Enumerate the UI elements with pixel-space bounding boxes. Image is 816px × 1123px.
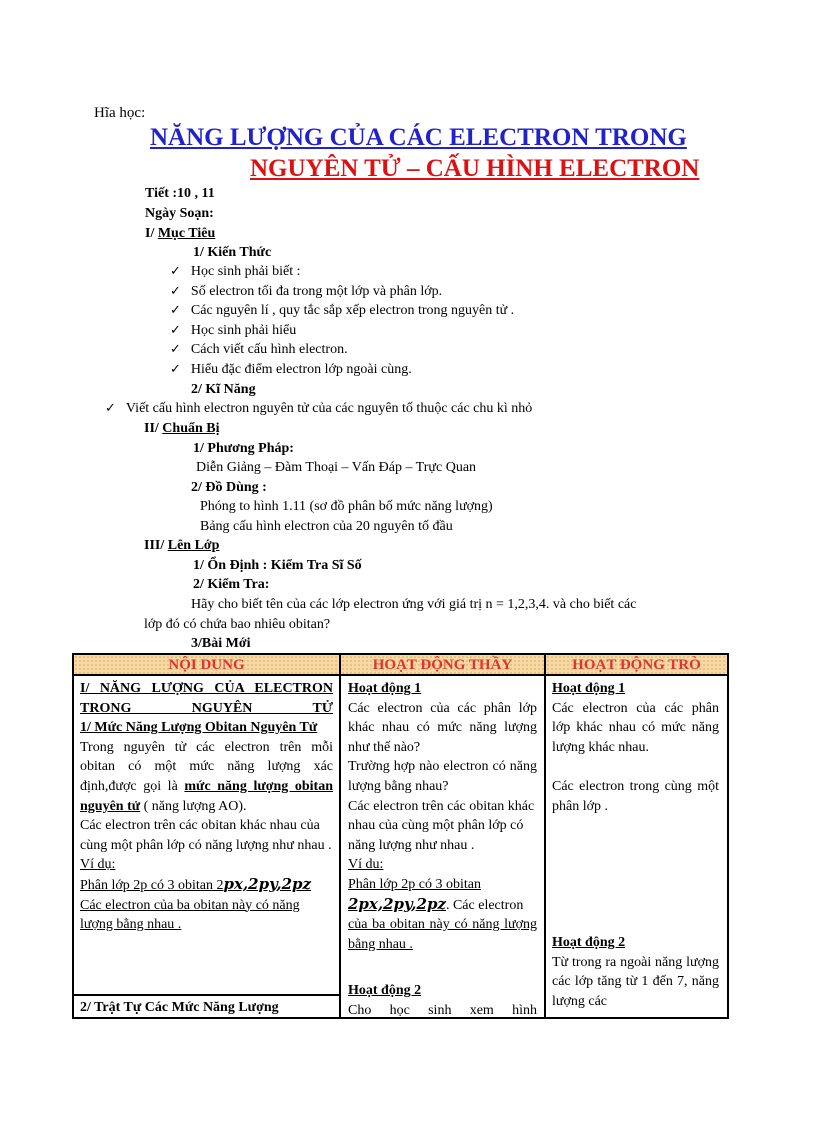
column-noi-dung	[74, 655, 341, 1017]
orbital-formula: px,2py,2pz	[223, 874, 312, 893]
kien-thuc-item	[170, 303, 514, 319]
question-1: Các electron của các phân lớp khác nhau có mức năng lượng như thế nào?	[348, 700, 537, 755]
item-text: Viết cấu hình electron nguyên tử của các nguyên tố thuộc các chu kì nhỏ	[125, 401, 533, 416]
kien-thuc-title: 1/ Kiến Thức	[193, 245, 272, 260]
sub-heading-2: 2/ Trật Tự Các Mức Năng Lượng	[80, 1000, 279, 1015]
example-text: Phân lớp 2p có 3 obitan 2	[80, 877, 224, 893]
kien-thuc-item	[170, 362, 412, 378]
answer-1: Các electron trên các obitan khác nhau của cùng một phân lớp có năng lượng như nhau .	[348, 798, 535, 853]
spacer	[552, 757, 719, 777]
answer-1: Các electron của các phân lớp khác nhau có mức năng lượng khác nhau.	[552, 700, 719, 755]
ki-nang-title: 2/ Kĩ Năng	[191, 382, 256, 397]
noi-dung-cell	[80, 679, 333, 935]
column-hoat-dong-tro	[546, 655, 727, 1017]
checkmark-icon: ✓	[170, 284, 181, 299]
activity-1-title: Hoạt động 1	[552, 681, 626, 696]
activity-2-block	[348, 981, 537, 1020]
phuong-phap-text: Diễn Giảng – Đàm Thoại – Vấn Đáp – Trực Quan	[196, 460, 477, 475]
activity-1-title: Hoạt động 1	[348, 681, 422, 696]
activity-2-block	[552, 933, 719, 1011]
lesson-period: Tiết :10 , 11	[145, 186, 215, 201]
row-divider	[74, 994, 339, 996]
kien-thuc-item	[170, 264, 301, 280]
p1-text: Trong nguyên tử các electron trên mỗi obitan có một mức năng lượng xác định,được gọi là	[80, 739, 333, 794]
section-3-number: III/	[144, 538, 165, 553]
section-1-number: I/	[145, 226, 155, 241]
question-2: Trường hợp nào electron có năng lượng bằng nhau?	[348, 759, 537, 794]
do-dung-line-1: Phóng to hình 1.11 (sơ đồ phân bố mức năng lượng)	[200, 499, 493, 514]
hoat-dong-thay-cell	[348, 679, 537, 954]
section-2-title: Chuẩn Bị	[162, 421, 220, 436]
answer-3: Từ trong ra ngoài năng lượng các lớp tăng từ 1 đến 7, năng lượng các	[552, 954, 719, 1009]
item-text: Cách viết cấu hình electron.	[190, 342, 348, 357]
p1-suffix: ( năng lượng AO).	[140, 798, 247, 814]
example-label: Ví dụ:	[80, 857, 116, 873]
header-noi-dung: NỘI DUNG	[74, 655, 339, 676]
bai-moi: 3/Bài Mới	[191, 636, 251, 651]
example-line-1	[80, 875, 333, 896]
kien-thuc-item	[170, 342, 348, 358]
checkmark-icon: ✓	[170, 323, 181, 338]
kiem-tra-line-2: lớp đó có chứa bao nhiêu obitan?	[144, 617, 331, 632]
title-line-1: NĂNG LƯỢNG CỦA CÁC ELECTRON TRONG	[150, 124, 687, 151]
checkmark-icon: ✓	[170, 303, 181, 318]
column-hoat-dong-thay	[341, 655, 546, 1017]
item-text: Học sinh phải biết :	[190, 264, 301, 279]
example-label: Ví du:	[348, 857, 384, 873]
checkmark-icon: ✓	[105, 401, 116, 416]
section-1-title: Mục Tiêu	[157, 226, 216, 241]
section-2-heading	[144, 421, 220, 437]
checkmark-icon: ✓	[170, 264, 181, 279]
checkmark-icon: ✓	[170, 342, 181, 357]
sub-heading-1: 1/ Mức Năng Lượng Obitan Nguyên Tử	[80, 720, 318, 736]
kien-thuc-item	[170, 284, 442, 300]
answer-2: Các electron trong cùng một phân lớp .	[552, 778, 719, 814]
paragraph-1	[80, 738, 333, 816]
section-3-title: Lên Lớp	[167, 538, 220, 553]
example-text: . Các electron	[445, 897, 524, 913]
lesson-table	[72, 653, 729, 1019]
section-2-number: II/	[144, 421, 159, 436]
activity-2-text: Cho học sinh xem hình	[348, 1002, 537, 1018]
header-hoat-dong-tro: HOẠT ĐỘNG TRÒ	[546, 655, 727, 676]
on-dinh: 1/ Ổn Định : Kiểm Tra Sĩ Số	[193, 558, 362, 573]
kien-thuc-item	[170, 323, 296, 339]
p1-term: mức năng lượng obitan nguyên tử	[80, 778, 333, 814]
orbital-formula: 2px,2py,2pz	[348, 894, 446, 913]
activity-2-title: Hoạt động 2	[348, 983, 422, 998]
example-line-2: Các electron của ba obitan này có năng lượng bằng nhau .	[80, 897, 300, 933]
activity-2-title: Hoạt động 2	[552, 935, 626, 950]
checkmark-icon: ✓	[170, 362, 181, 377]
example-line-1: Phân lớp 2p có 3 obitan	[348, 876, 481, 892]
example-formula-line	[348, 895, 537, 916]
item-text: Số electron tối đa trong một lớp và phân lớp.	[190, 284, 443, 299]
ki-nang-item	[105, 401, 532, 417]
do-dung-title: 2/ Đồ Dùng :	[191, 480, 267, 495]
header-hoat-dong-thay: HOẠT ĐỘNG THẦY	[341, 655, 544, 676]
example-line-2: của ba obitan này có năng lượng bằng nhau .	[348, 917, 537, 952]
kiem-tra-title: 2/ Kiểm Tra:	[193, 577, 270, 592]
do-dung-line-2: Bảng cấu hình electron của 20 nguyên tố đầu	[200, 519, 453, 534]
subject-note: Hĩa học:	[94, 105, 146, 121]
phuong-phap-title: 1/ Phương Pháp:	[193, 441, 294, 456]
title-line-2: NGUYÊN TỬ – CẤU HÌNH ELECTRON	[250, 155, 700, 182]
item-text: Các nguyên lí , quy tắc sắp xếp electron trong nguyên tử .	[190, 303, 515, 318]
section-1-heading	[145, 226, 215, 242]
prep-date: Ngày Soạn:	[145, 206, 214, 221]
section-heading: I/ NĂNG LƯỢNG CỦA ELECTRON TRONG NGUYÊN TỬ	[80, 681, 333, 716]
item-text: Học sinh phải hiểu	[190, 323, 297, 338]
paragraph-2: Các electron trên các obitan khác nhau của cùng một phân lớp có năng lượng như nhau .	[80, 818, 332, 853]
section-3-heading	[144, 538, 219, 554]
kiem-tra-line-1: Hãy cho biết tên của các lớp electron ứng với giá trị n = 1,2,3,4. và cho biết các	[191, 597, 637, 612]
hoat-dong-tro-cell	[552, 679, 719, 816]
item-text: Hiểu đặc điểm electron lớp ngoài cùng.	[190, 362, 412, 377]
